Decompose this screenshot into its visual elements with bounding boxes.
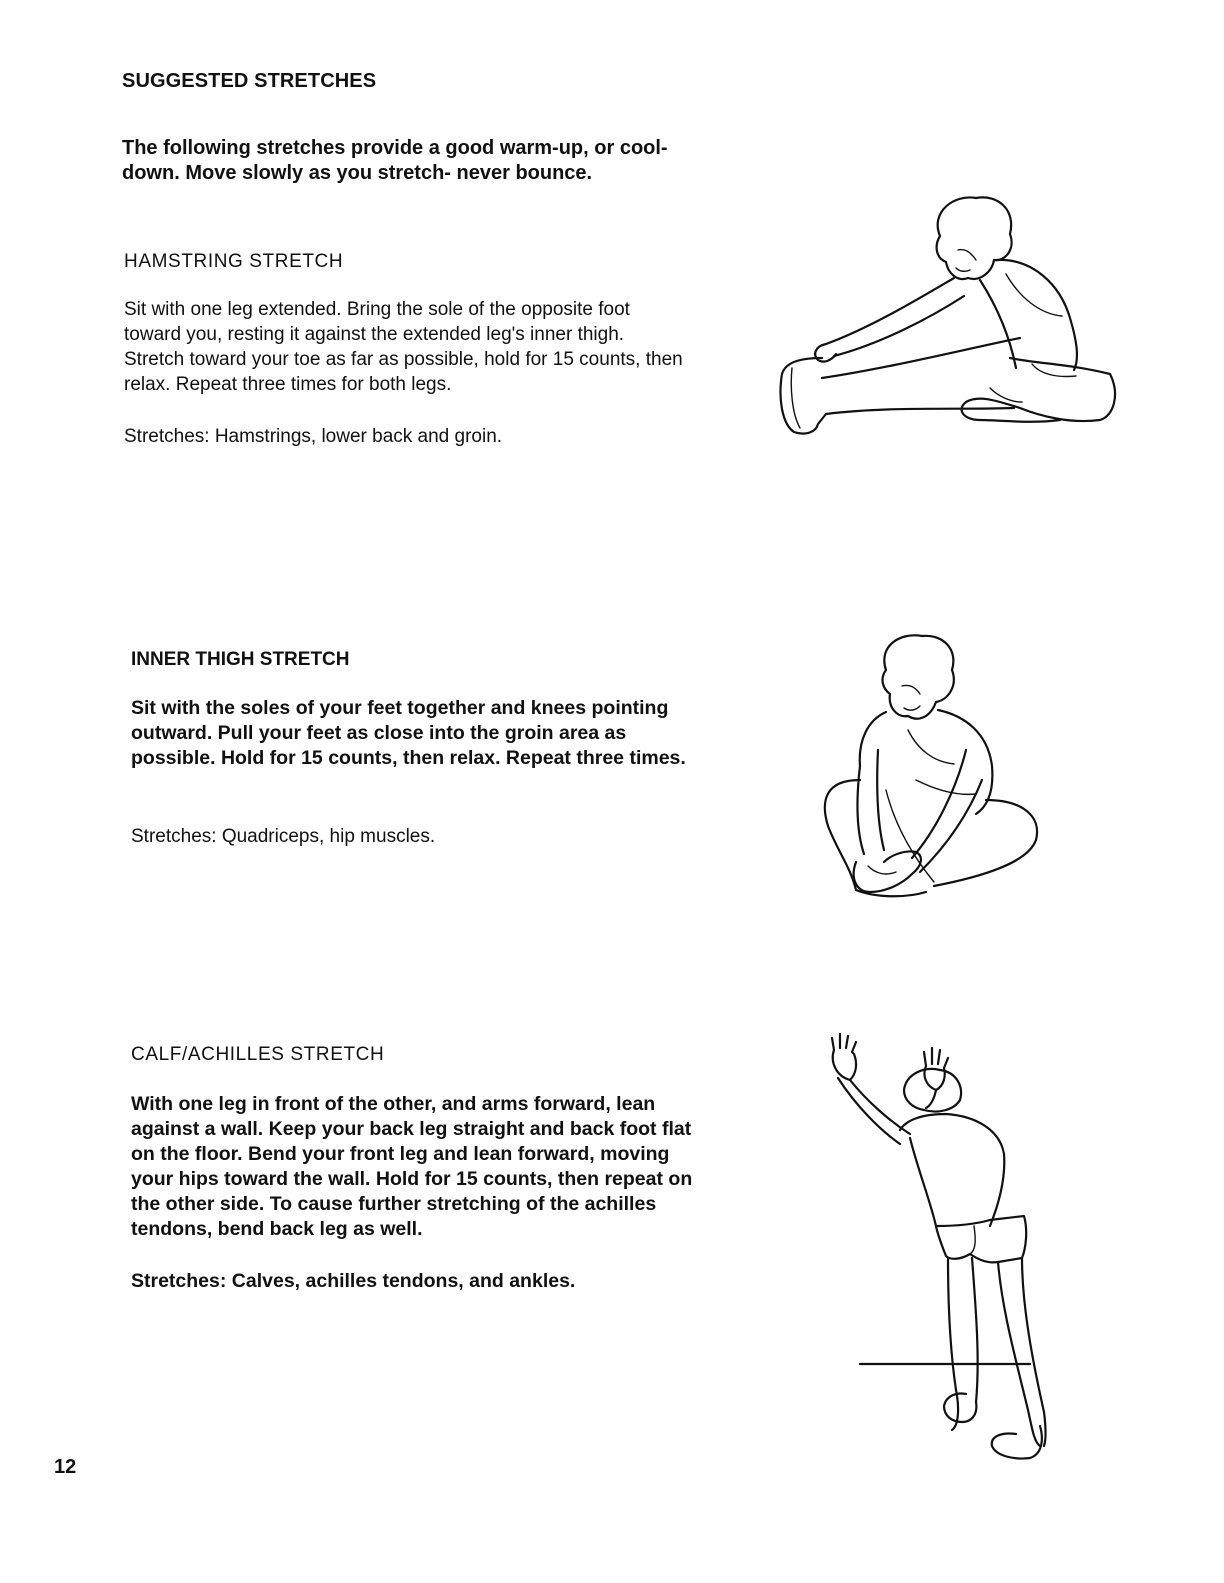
calf-body: With one leg in front of the other, and arms forward, lean against a wall. Keep your back leg straight and back foot flat on the floor. Bend your front leg and lean forward, moving your hips toward the wall. Hold for 15 counts, then repeat on the other side. To cause further stretching of the achilles tendons, bend back leg as well. — [131, 1093, 693, 1240]
calf-heading: CALF/ACHILLES STRETCH — [131, 1044, 385, 1065]
hamstring-body: Sit with one leg extended. Bring the sole of the opposite foot toward you, resting it against the extended leg's inner thigh. Stretch toward your toe as far as possible, hold for 15 counts, then relax. Repeat three times for both legs. — [124, 299, 683, 395]
hamstring-heading: HAMSTRING STRETCH — [124, 251, 344, 272]
hamstring-illustration — [770, 188, 1122, 440]
intro-text: The following stretches provide a good warm-up, or cool-down. Move slowly as you stretch- never bounce. — [122, 137, 668, 184]
calf-achilles-illustration — [826, 1030, 1050, 1466]
inner-thigh-stretches: Stretches: Quadriceps, hip muscles. — [131, 826, 436, 847]
inner-thigh-body: Sit with the soles of your feet together and knees pointing outward. Pull your feet as close into the groin area as possible. Hold for 15 counts, then relax. Repeat three times. — [131, 697, 686, 769]
page-title: SUGGESTED STRETCHES — [122, 70, 377, 92]
calf-stretches: Stretches: Calves, achilles tendons, and ankles. — [131, 1270, 576, 1292]
page-number: 12 — [54, 1456, 77, 1478]
inner-thigh-heading: INNER THIGH STRETCH — [131, 649, 350, 670]
inner-thigh-illustration — [816, 630, 1044, 902]
hamstring-stretches: Stretches: Hamstrings, lower back and groin. — [124, 426, 503, 447]
